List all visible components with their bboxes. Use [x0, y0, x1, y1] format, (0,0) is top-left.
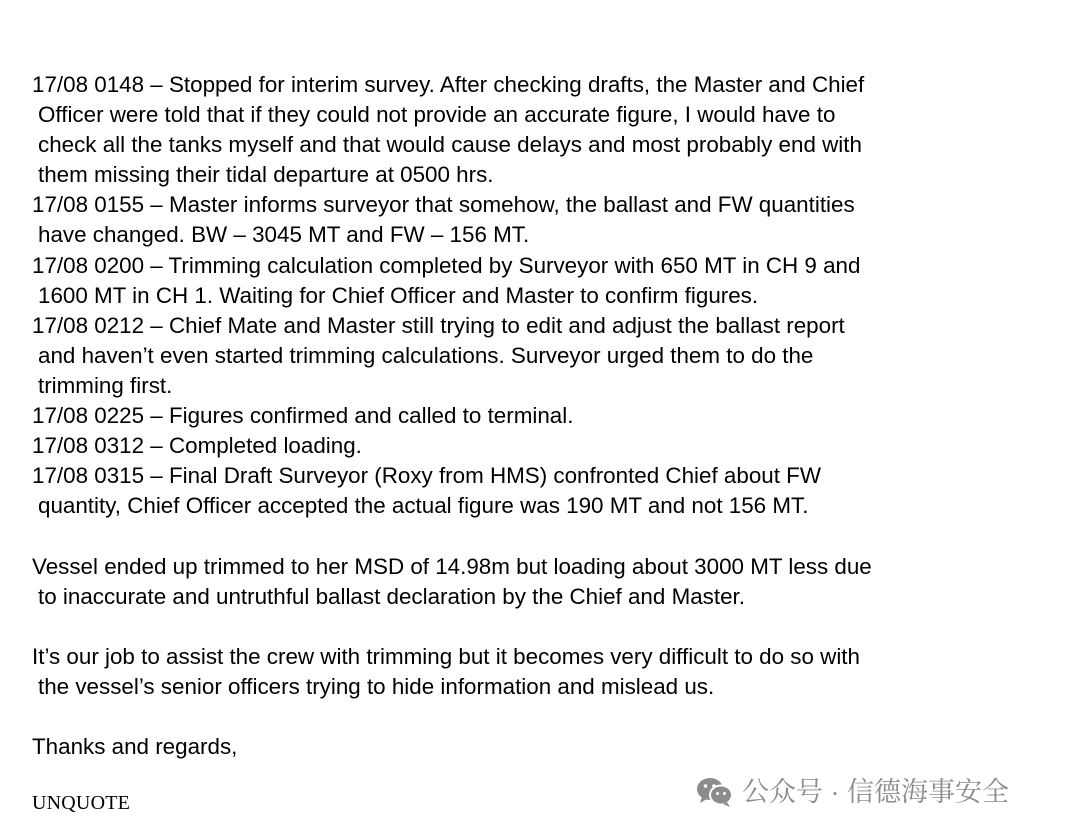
paragraph-gap: [32, 702, 1062, 732]
log-line: 1600 MT in CH 1. Waiting for Chief Officer and Master to confirm figures.: [38, 282, 759, 308]
log-line: and haven’t even started trimming calculations. Surveyor urged them to do the: [38, 342, 814, 368]
signoff: Thanks and regards,: [32, 734, 238, 760]
log-line: Officer were told that if they could not provide an accurate figure, I would have to: [38, 102, 836, 128]
remark-line: It’s our job to assist the crew with trimming but it becomes very difficult to do so with: [32, 643, 860, 669]
log-line: 17/08 0155 – Master informs surveyor that somehow, the ballast and FW quantities: [32, 192, 855, 218]
wechat-icon: [696, 776, 734, 808]
unquote-label: UNQUOTE: [32, 792, 131, 814]
log-line: 17/08 0225 – Figures confirmed and called to terminal.: [32, 403, 574, 429]
watermark: [696, 774, 1009, 810]
log-line: 17/08 0200 – Trimming calculation completed by Surveyor with 650 MT in CH 9 and: [32, 252, 861, 278]
paragraph-gap: [32, 612, 1062, 642]
summary-line: Vessel ended up trimmed to her MSD of 14.98m but loading about 3000 MT less due: [32, 553, 872, 579]
log-line: 17/08 0312 – Completed loading.: [32, 433, 362, 459]
paragraph-gap: [32, 521, 1062, 551]
log-line: have changed. BW – 3045 MT and FW – 156 MT.: [38, 222, 530, 248]
remark-line: the vessel’s senior officers trying to hide information and mislead us.: [38, 673, 715, 699]
log-line: 17/08 0212 – Chief Mate and Master still trying to edit and adjust the ballast report: [32, 312, 845, 338]
document-body: [32, 70, 1062, 762]
log-line: quantity, Chief Officer accepted the actual figure was 190 MT and not 156 MT.: [38, 493, 809, 519]
log-line: 17/08 0148 – Stopped for interim survey. After checking drafts, the Master and Chief: [32, 72, 865, 97]
watermark-text: 公众号 · 信德海事安全: [742, 777, 1009, 807]
log-line: check all the tanks myself and that would cause delays and most probably end with: [38, 132, 862, 158]
log-line: them missing their tidal departure at 0500 hrs.: [38, 162, 494, 188]
log-line: 17/08 0315 – Final Draft Surveyor (Roxy from HMS) confronted Chief about FW: [32, 463, 821, 489]
log-line: trimming first.: [38, 372, 173, 398]
summary-line: to inaccurate and untruthful ballast declaration by the Chief and Master.: [38, 583, 745, 609]
